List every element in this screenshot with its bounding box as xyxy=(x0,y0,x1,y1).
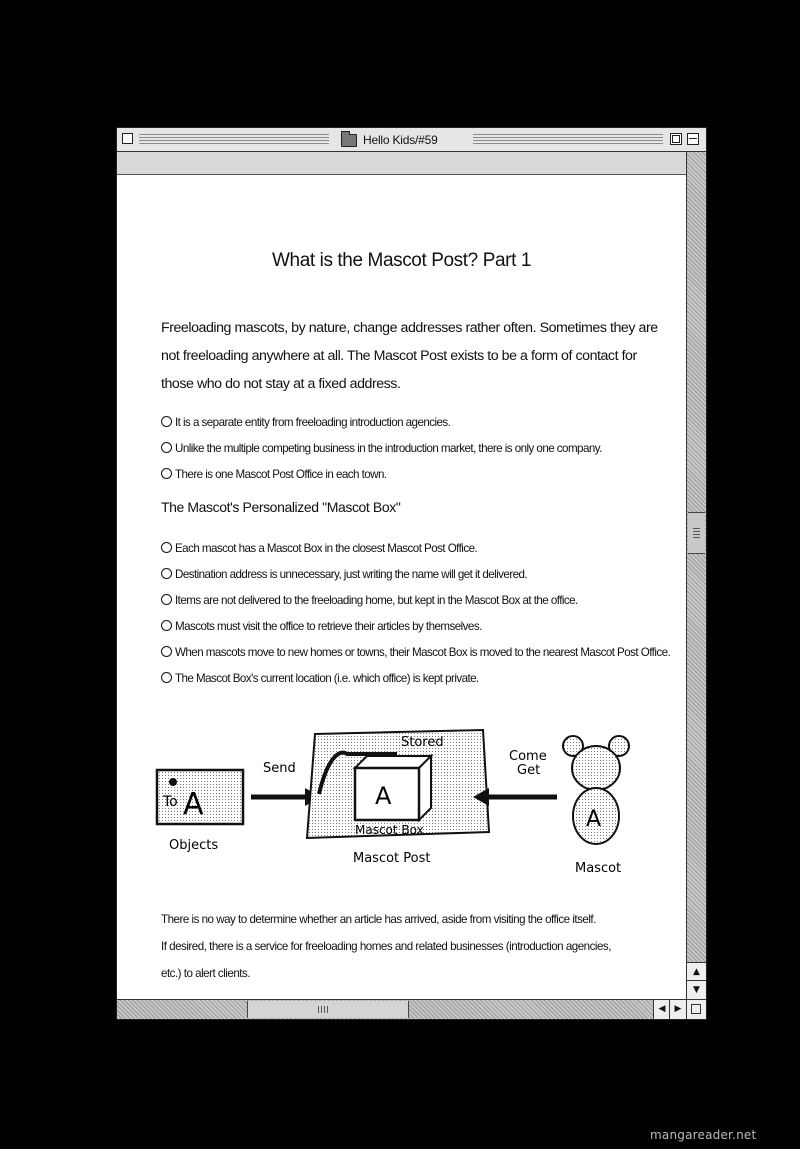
circle-bullet-icon xyxy=(161,568,172,579)
horizontal-scroll-thumb[interactable] xyxy=(247,1001,409,1018)
list-item xyxy=(161,614,670,640)
bullet-list-2 xyxy=(161,536,670,692)
intro-line: those who do not stay at a fixed address. xyxy=(161,376,401,392)
footer-line: etc.) to alert clients. xyxy=(161,967,251,980)
objects-label: Objects xyxy=(169,838,219,853)
intro-paragraph xyxy=(161,314,661,398)
list-item xyxy=(161,640,670,666)
list-item-text: Mascots must visit the office to retrieve their articles by themselves. xyxy=(175,620,482,633)
scroll-right-arrow-icon[interactable]: ▶ xyxy=(669,1000,686,1019)
mascot-box-icon xyxy=(355,756,431,820)
list-item xyxy=(161,410,602,436)
stored-label: Stored xyxy=(401,735,444,750)
vertical-scrollbar[interactable] xyxy=(686,152,706,999)
list-item-text: There is one Mascot Post Office in each town. xyxy=(175,468,387,481)
horizontal-scrollbar[interactable] xyxy=(117,999,686,1019)
letter-a-label: A xyxy=(183,787,204,822)
circle-bullet-icon xyxy=(161,646,172,657)
list-item-text: It is a separate entity from freeloading introduction agencies. xyxy=(175,416,451,429)
intro-line: not freeloading anywhere at all. The Mascot Post exists to be a form of contact for xyxy=(161,348,637,364)
letter-icon xyxy=(157,770,243,824)
list-item xyxy=(161,436,602,462)
folder-icon xyxy=(341,134,357,147)
list-item-text: When mascots move to new homes or towns, their Mascot Box is moved to the nearest Mascot Post Office. xyxy=(175,646,671,659)
list-item xyxy=(161,666,670,692)
circle-bullet-icon xyxy=(161,416,172,427)
mascot-box-subheading: The Mascot's Personalized "Mascot Box" xyxy=(161,499,401,515)
come-get-label-1: Come xyxy=(509,749,547,764)
bullet-list-1 xyxy=(161,410,602,488)
app-window xyxy=(116,127,707,1020)
zoom-box-button[interactable] xyxy=(670,133,682,145)
resize-box[interactable] xyxy=(686,999,706,1019)
mascot-bear-icon xyxy=(563,736,629,844)
close-box-button[interactable] xyxy=(122,133,133,144)
letter-to-label: To xyxy=(163,794,178,810)
window-title: Hello Kids/#59 xyxy=(363,133,438,147)
list-item xyxy=(161,562,670,588)
circle-bullet-icon xyxy=(161,620,172,631)
circle-bullet-icon xyxy=(161,672,172,683)
title-bar[interactable] xyxy=(117,128,706,152)
intro-line: Freeloading mascots, by nature, change addresses rather often. Sometimes they are xyxy=(161,320,658,336)
mascot-a-label: A xyxy=(586,807,602,832)
scroll-up-arrow-icon[interactable]: ▲ xyxy=(687,962,706,981)
title-bar-stripes-left xyxy=(139,134,329,145)
list-item-text: The Mascot Box's current location (i.e. which office) is kept private. xyxy=(175,672,479,685)
come-get-label-2: Get xyxy=(517,763,541,778)
article-heading: What is the Mascot Post? Part 1 xyxy=(272,250,531,271)
send-label: Send xyxy=(263,761,296,776)
list-item-text: Unlike the multiple competing business in the introduction market, there is only one company. xyxy=(175,442,602,455)
title-bar-stripes-right xyxy=(473,134,663,145)
footer-paragraph xyxy=(161,906,611,987)
come-get-arrow-icon xyxy=(473,788,557,806)
list-item-text: Each mascot has a Mascot Box in the closest Mascot Post Office. xyxy=(175,542,478,555)
mascot-post-diagram xyxy=(147,724,667,884)
collapse-box-button[interactable] xyxy=(687,133,699,145)
circle-bullet-icon xyxy=(161,594,172,605)
footer-line: If desired, there is a service for freeloading homes and related businesses (introduction agencies, xyxy=(161,940,611,953)
mascot-label: Mascot xyxy=(575,861,622,876)
window-title-group xyxy=(333,130,446,150)
mascot-box-label: Mascot Box xyxy=(355,823,424,837)
scroll-left-arrow-icon[interactable]: ◀ xyxy=(653,1000,670,1019)
circle-bullet-icon xyxy=(161,442,172,453)
box-a-label: A xyxy=(375,782,392,810)
list-item xyxy=(161,588,670,614)
footer-line: There is no way to determine whether an article has arrived, aside from visiting the office itself. xyxy=(161,913,596,926)
document-content xyxy=(117,174,686,999)
list-item xyxy=(161,462,602,488)
watermark-text: mangareader.net xyxy=(650,1128,757,1142)
circle-bullet-icon xyxy=(161,542,172,553)
window-header-strip xyxy=(117,152,686,175)
scroll-down-arrow-icon[interactable]: ▼ xyxy=(687,980,706,999)
mascot-post-label: Mascot Post xyxy=(353,851,431,866)
vertical-scroll-thumb[interactable] xyxy=(688,512,705,554)
list-item-text: Destination address is unnecessary, just writing the name will get it delivered. xyxy=(175,568,528,581)
circle-bullet-icon xyxy=(161,468,172,479)
list-item xyxy=(161,536,670,562)
list-item-text: Items are not delivered to the freeloading home, but kept in the Mascot Box at the office. xyxy=(175,594,578,607)
